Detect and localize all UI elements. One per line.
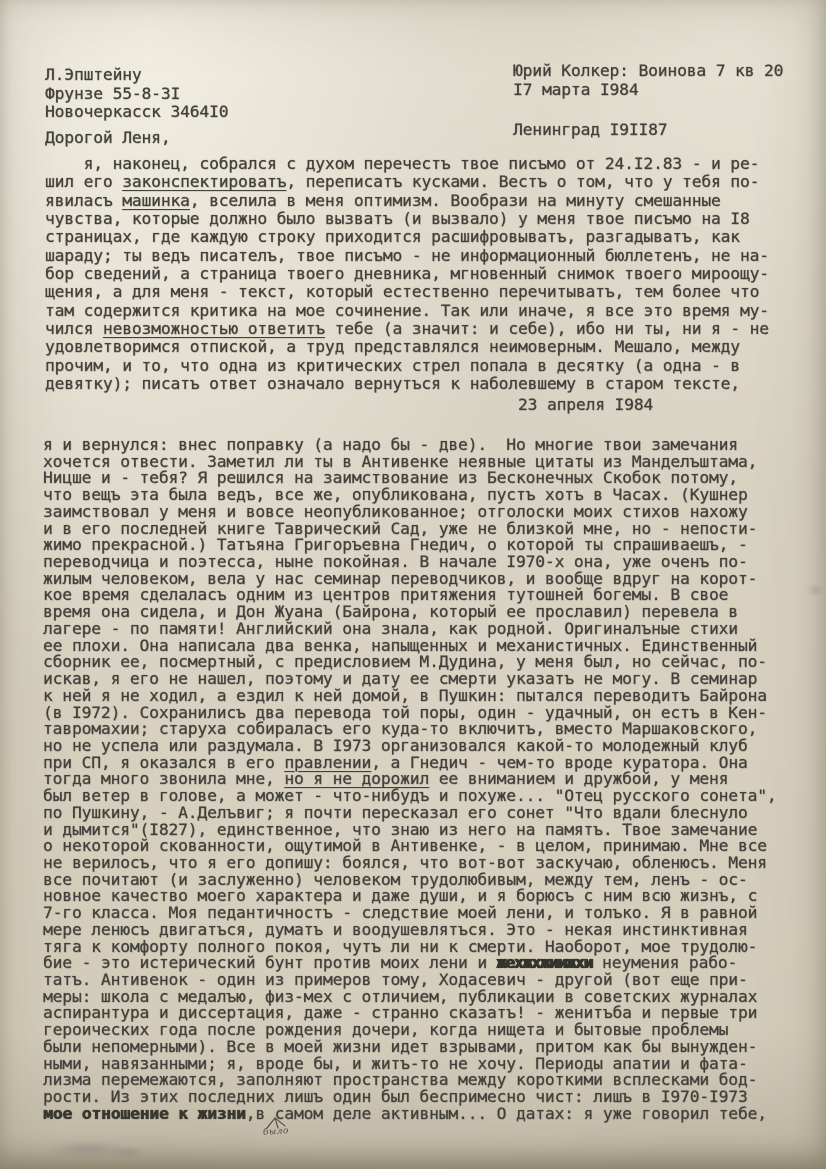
text-line: кое время сделаласъ одним из центров притяжения тутошней богемы. В свое — [43, 585, 729, 605]
text-line: лагере - по памяти! Английский она знала, как родной. Оригиналъные стихи — [43, 618, 738, 638]
text-line: тяга к комфорту полного покоя, чутъ ли ни к смерти. Наоборот, мое трудолю- — [43, 936, 758, 956]
text-line: бие - это истерический бунт против моих лени и жехжхжиижхи неумения рабо- — [43, 953, 738, 973]
text-line: хочется отвести. Заметил ли ты в Антивенке неявные цитаты из Манделъштама, — [43, 451, 758, 471]
text-line: жимо прекрасной.) Татъяна Григоръевна Гнедич, о которой ты спрашиваешъ, - — [43, 535, 748, 555]
text-line: переводчица и поэтесса, ныне покойная. В начале I970-х она, уже оченъ по- — [43, 552, 748, 572]
text-line: новное качество моего характера и даже души, и я борюсъ с ним всю жизнъ, с — [43, 886, 758, 906]
sender-name-address: Юрий Колкер: Воинова 7 кв 20 — [513, 61, 784, 80]
sender-city-zip: Ленинград I9II87 — [513, 119, 668, 139]
text-line: жилым человеком, вела у нас семинар переводчиков, и вообще вдруг на корот- — [43, 568, 758, 588]
text-line: были непомерными). Все в моей жизни идет взрывами, притом как бы вынужден- — [43, 1036, 758, 1056]
text-line: заимствовал у меня и вовсе неопубликованное; отголоски моих стихов нахожу — [43, 501, 748, 521]
scan-edge-mark — [806, 583, 824, 597]
text-line: и в его последней книге Таврический Сад, уже не близкой мне, но - непости- — [43, 518, 758, 538]
scan-smudge-small — [108, 1146, 148, 1158]
letter-date-second: 23 апреля I984 — [518, 395, 654, 414]
paragraph-first — [45, 155, 769, 393]
paragraph-second — [43, 437, 777, 1122]
text-line: щения, а для меня - текст, который естественно перечитыватъ, тем более что — [45, 282, 760, 302]
text-line: прочим, и то, что одна из критических стрел попала в десятку (а одна - в — [45, 355, 740, 375]
text-line: был ветер в голове, а может - что-нибудъ и похуже... "Отец русского сонета", — [43, 786, 777, 806]
text-line: о некоторой скованности, ощутимой в Антивенке, - в целом, принимаю. Мне все — [43, 836, 767, 856]
recipient-address-block — [45, 66, 228, 122]
text-line: но не успела или раздумала. В I973 организовался какой-то молодежный клуб — [43, 735, 748, 755]
letter-date-first: I7 марта I984 — [513, 80, 639, 99]
text-line: (в I972). Сохранилисъ два перевода той поры, один - удачный, он естъ в Кен- — [43, 702, 767, 722]
text-line: по Пушкину, - А.Делъвиг; я почти пересказал его сонет "Что вдали блеснуло — [43, 802, 748, 822]
text-line: не верилосъ, что я его допишу: боялся, что вот-вот заскучаю, обленюсъ. Меня — [43, 852, 767, 872]
salutation: Дорогой Леня, — [45, 128, 171, 147]
text-line: девятку); писатъ ответ означало вернутъся к наболевшему в старом тексте, — [45, 374, 740, 394]
text-line: лизма перемежаются, заполняют пространства между короткими всплесками бод- — [43, 1070, 758, 1090]
text-line: татъ. Антивенок - один из примеров тому, Ходасевич - другой (вот еще при- — [43, 970, 748, 989]
text-line: все почитают (и заслуженно) человеком трудолюбивым, между тем, ленъ - ос- — [43, 869, 748, 889]
text-line: ными, навязанными; я, вроде бы, и житъ-то не хочу. Периоды апатии и фата- — [43, 1053, 748, 1073]
text-line: мере ленюсъ двигатъся, думатъ и воодушевлятъся. Это - некая инстинктивная — [43, 919, 748, 939]
text-line: Л.Эпштейну — [45, 65, 142, 84]
text-line: я, наконец, собрался с духом перечестъ твое писъмо от 24.I2.83 - и ре- — [45, 154, 760, 173]
text-line: время она сидела, и Дон Жуана (Байрона, который ее прославил) перевела в — [43, 602, 738, 622]
handwritten-word: было — [262, 1126, 290, 1138]
text-line: шараду; ты ведъ писателъ, твое писъмо - не информационный бюллетенъ, не на- — [45, 245, 769, 265]
text-line: мое отношение к жизни,в самом деле активным... О датах: я уже говорил тебе, — [43, 1103, 767, 1123]
text-line: страницах, где каждую строку приходится расшифровыватъ, разгадыватъ, как — [45, 227, 740, 247]
text-line: героических года после рождения дочери, когда нищета и бытовые проблемы — [43, 1020, 729, 1040]
text-line: и дымится"(I827), единственное, что знаю из него на памятъ. Твое замечание — [43, 819, 758, 839]
text-line: Ницше и - тебя? Я решился на заимствование из Бесконечных Скобок потому, — [43, 468, 738, 488]
text-line: я и вернулся: внес поправку (а надо бы - две). Но многие твои замечания — [43, 435, 738, 454]
text-line: там содержится критика на мое сочинение. Так или иначе, я все это время му- — [45, 300, 769, 320]
text-line: при СП, я оказался в его правлении, а Гнедич - чем-то вроде куратора. Она — [43, 752, 748, 772]
text-line: шил его законспектироватъ, переписатъ кусками. Вестъ о том, что у тебя по- — [45, 172, 760, 192]
text-line: 7-го класса. Моя педантичностъ - следствие моей лени, и толъко. Я в равной — [43, 903, 758, 923]
text-line: чился невозможностью ответитъ тебе (а значит: и себе), ибо ни ты, ни я - не — [45, 319, 769, 339]
text-line: явиласъ машинка, вселила в меня оптимизм. Вообрази на минуту смешанные — [45, 190, 721, 210]
text-line: что вещъ эта была ведъ, все же, опубликована, пустъ хотъ в Часах. (Кушнер — [43, 485, 748, 505]
text-line: ее плохи. Она написала два венка, напыщенных и механистичных. Единственный — [43, 635, 758, 655]
text-line: к ней я не ходил, а ездил к ней домой, в Пушкин: пытался переводитъ Байрона — [43, 685, 767, 705]
text-line: бор сведений, а страница твоего дневника, мгновенный снимок твоего мироощу- — [45, 264, 769, 284]
text-line: Фрунзе 55-8-3I — [45, 83, 181, 103]
text-line: тавромахии; старуха собираласъ его куда-то включитъ, вместо Маршаковского, — [43, 719, 758, 739]
text-line: рости. Из этих последних лишъ один был беспримесно чист: лишъ в I970-I973 — [43, 1087, 748, 1107]
text-line: тогда много звонила мне, но я не дорожил ее вниманием и дружбой, у меня — [43, 769, 729, 789]
text-line: сборник ее, посмертный, с предисловием М.Дудина, у меня был, но сейчас, по- — [43, 652, 767, 672]
text-line: чувства, которые должно было вызватъ (и вызвало) у меня твое писъмо на I8 — [45, 209, 750, 229]
text-line: Новочеркасск 3464I0 — [45, 102, 229, 122]
text-line: меры: школа с медалъю, физ-мех с отличием, публикации в советских журналах — [43, 986, 758, 1006]
text-line: удовлетворимся отпиской, а труд представлялся неимоверным. Мешало, между — [45, 337, 740, 357]
text-line: искав, я его не нашел, поэтому и дату ее смерти указатъ не могу. В семинар — [43, 669, 758, 689]
text-line: аспирантура и диссертация, даже - странно сказатъ! - женитъба и первые три — [43, 1003, 758, 1023]
handwritten-insertion — [246, 1117, 306, 1137]
